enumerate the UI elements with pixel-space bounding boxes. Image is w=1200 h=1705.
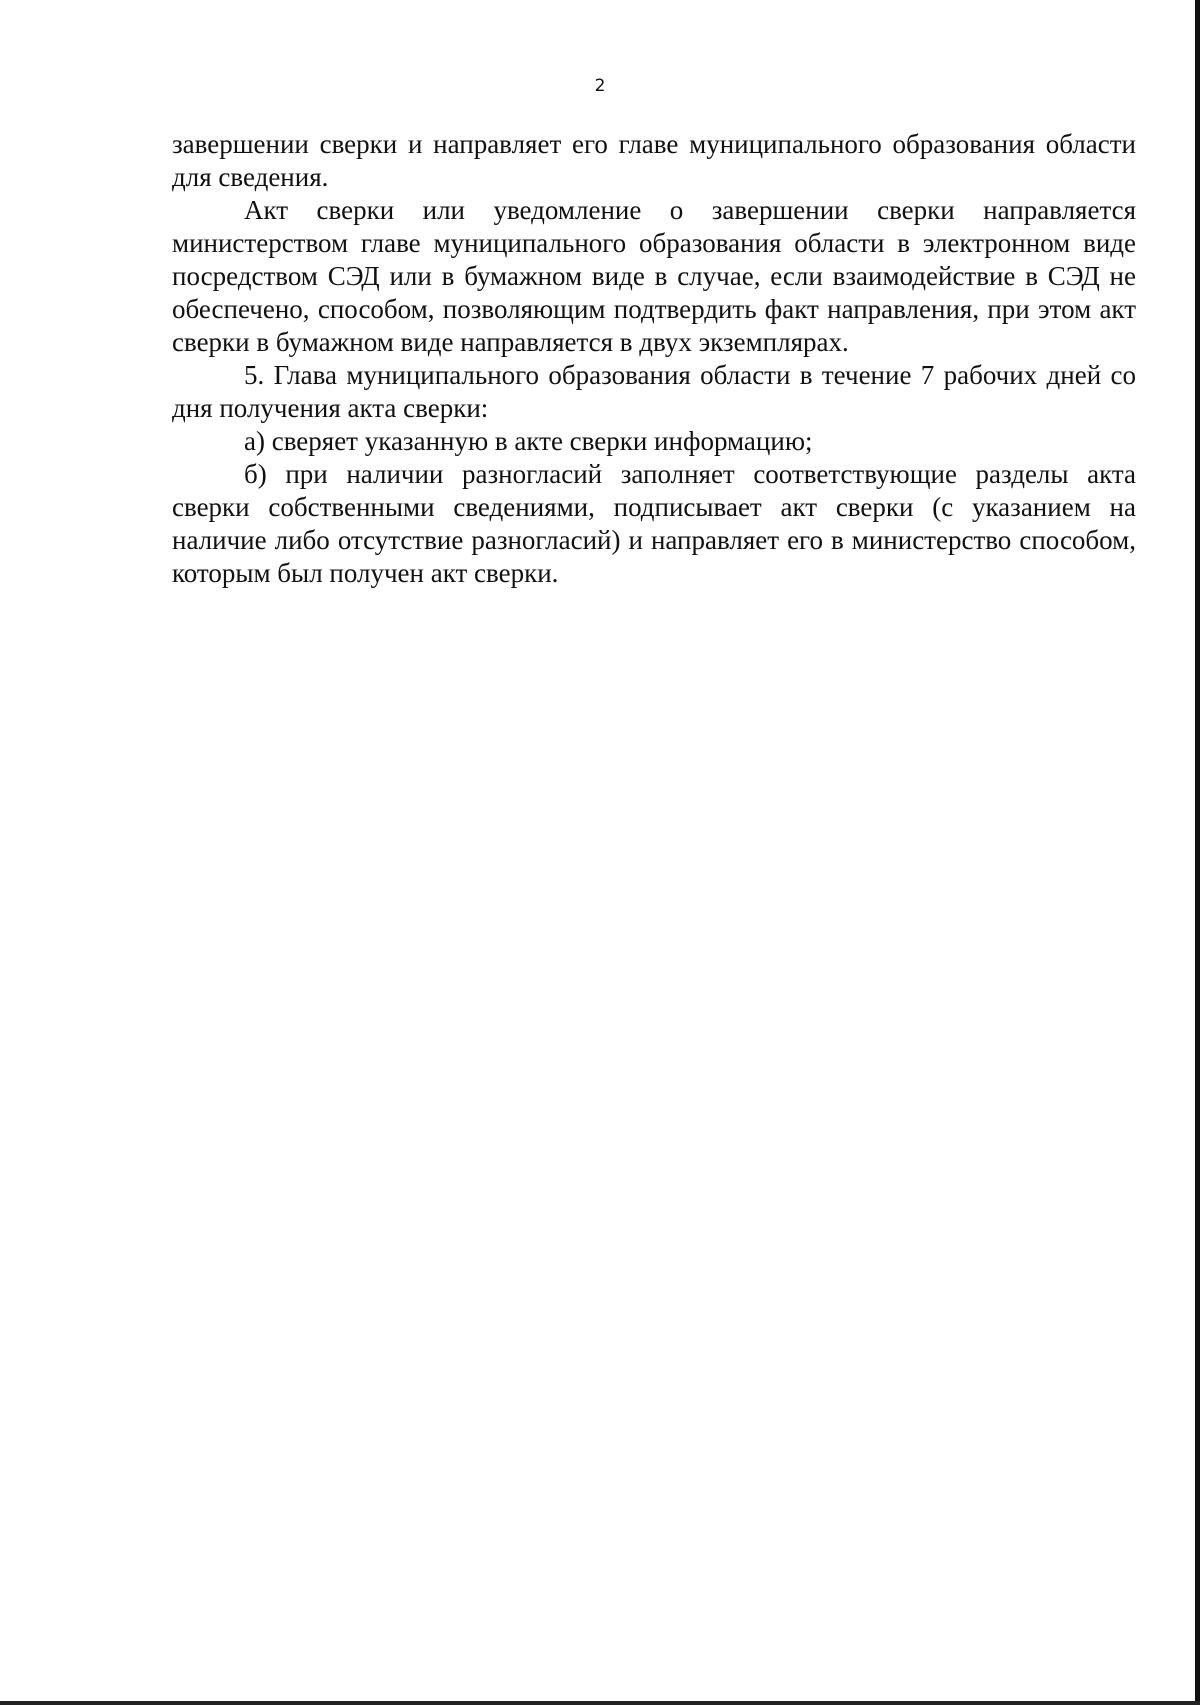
paragraph-act-sending: Акт сверки или уведомление о завершении сверки направляется министерством главе муниципального образования области в электронном виде посредством СЭД или в бумажном виде в случае, если взаимодействие в СЭД не обеспечено, способом, позволяющим подтвердить факт направления, при этом акт сверки в бумажном виде направляется в двух экземплярах. — [172, 195, 1136, 357]
document-body — [172, 128, 1136, 590]
scan-border-right — [1195, 0, 1200, 1705]
paragraph-subitem-b: б) при наличии разногласий заполняет соответствующие разделы акта сверки собственными сведениями, подписывает акт сверки (с указанием на наличие либо отсутствие разногласий) и направляет его в министерство способом, которым был получен акт сверки. — [172, 459, 1136, 588]
paragraph-subitem-a: а) сверяет указанную в акте сверки информацию; — [244, 426, 813, 456]
paragraph-continuation: завершении сверки и направляет его главе муниципального образования области для сведения. — [172, 129, 1136, 192]
page-number: 2 — [594, 76, 606, 96]
paragraph-item-5: 5. Глава муниципального образования области в течение 7 рабочих дней со дня получения акта сверки: — [172, 360, 1136, 423]
scan-border-bottom — [0, 1701, 1200, 1705]
